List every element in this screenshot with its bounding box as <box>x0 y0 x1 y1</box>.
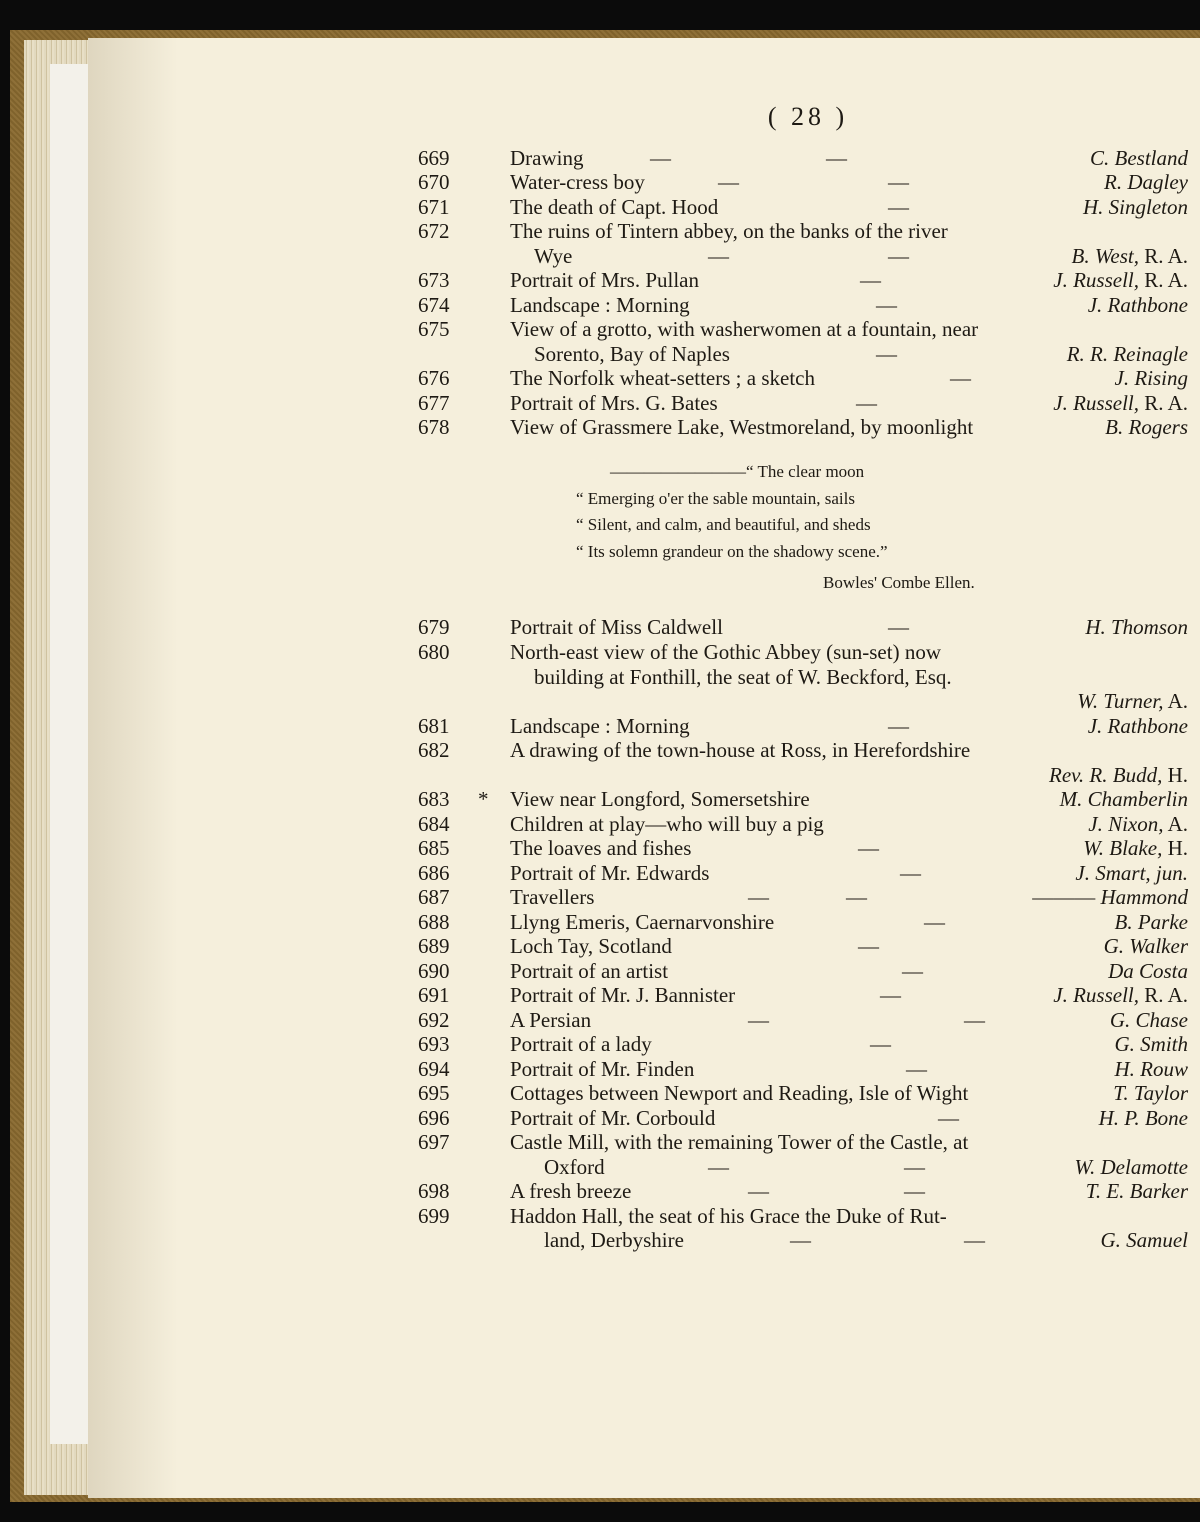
dash: — <box>876 293 897 317</box>
entry-699 <box>418 1204 1188 1229</box>
entry-number: 679 <box>418 615 450 639</box>
entry-696 <box>418 1106 1188 1131</box>
dash: — <box>888 195 909 219</box>
entry-title: The ruins of Tintern abbey, on the banks of the river <box>510 219 948 243</box>
dash: — <box>924 910 945 934</box>
dash: — <box>846 885 867 909</box>
asterisk: * <box>478 787 489 811</box>
entry-669 <box>418 146 1188 171</box>
dash: — <box>748 1008 769 1032</box>
entry-title: Portrait of a lady <box>510 1032 652 1056</box>
entry-title: The death of Capt. Hood <box>510 195 719 219</box>
entry-title: Drawing <box>510 146 584 170</box>
entry-artist: Da Costa <box>1108 959 1188 983</box>
entry-artist: R. R. Reinagle <box>1066 342 1188 366</box>
dash: — <box>826 146 847 170</box>
dash: — <box>876 342 897 366</box>
entry-675 <box>418 317 1188 342</box>
entry-title: Portrait of an artist <box>510 959 669 983</box>
flyleaf <box>50 64 92 1444</box>
entry-artist: W. Delamotte <box>1074 1155 1188 1179</box>
entry-671 <box>418 195 1188 220</box>
entry-672-continued <box>418 244 1188 269</box>
dash: — <box>888 714 909 738</box>
entry-title: Portrait of Mr. Edwards <box>510 861 710 885</box>
entry-678 <box>418 415 1188 440</box>
entry-title: Water-cress boy <box>510 170 645 194</box>
entry-672 <box>418 219 1188 244</box>
entry-number: 678 <box>418 415 450 439</box>
entry-artist: J. Nixon, A. <box>1088 812 1188 836</box>
entry-number: 681 <box>418 714 450 738</box>
entry-687 <box>418 885 1188 910</box>
entry-670 <box>418 170 1188 195</box>
entry-number: 696 <box>418 1106 450 1130</box>
entry-number: 669 <box>418 146 450 170</box>
dash: — <box>870 1032 891 1056</box>
entry-number: 693 <box>418 1032 450 1056</box>
long-dash: ——— <box>1032 885 1096 909</box>
entry-679 <box>418 615 1188 640</box>
entry-title: Loch Tay, Scotland <box>510 934 672 958</box>
entry-694 <box>418 1057 1188 1082</box>
dash: — <box>902 959 923 983</box>
entry-title: building at Fonthill, the seat of W. Beckford, Esq. <box>534 665 952 689</box>
entry-681 <box>418 714 1188 739</box>
entry-number: 691 <box>418 983 450 1007</box>
entry-number: 699 <box>418 1204 450 1228</box>
entry-691 <box>418 983 1188 1008</box>
entry-title: Landscape : Morning <box>510 714 690 738</box>
entry-artist: H. Rouw <box>1114 1057 1188 1081</box>
dash: — <box>888 244 909 268</box>
entry-685 <box>418 836 1188 861</box>
entry-682 <box>418 738 1188 763</box>
entry-number: 685 <box>418 836 450 860</box>
entry-artist: W. Blake, H. <box>1083 836 1188 860</box>
entry-number: 676 <box>418 366 450 390</box>
entry-688 <box>418 910 1188 935</box>
entry-artist: T. E. Barker <box>1085 1179 1188 1203</box>
entry-artist: T. Taylor <box>1113 1081 1188 1105</box>
entry-title: Oxford <box>544 1155 605 1179</box>
entry-686 <box>418 861 1188 886</box>
entry-title: View near Longford, Somersetshire <box>510 787 810 811</box>
entry-692 <box>418 1008 1188 1033</box>
dash: — <box>900 861 921 885</box>
entry-artist: J. Russell, R. A. <box>1053 391 1188 415</box>
quote-line: “ Its solemn grandeur on the shadowy scene.” <box>576 542 888 561</box>
entry-693 <box>418 1032 1188 1057</box>
entry-title: Portrait of Mrs. G. Bates <box>510 391 718 415</box>
entry-title: Children at play—who will buy a pig <box>510 812 824 836</box>
entry-artist: B. West, R. A. <box>1071 244 1188 268</box>
entry-title: Castle Mill, with the remaining Tower of the Castle, at <box>510 1130 969 1154</box>
entry-title: Portrait of Mr. Corbould <box>510 1106 716 1130</box>
entry-artist: J. Russell, R. A. <box>1053 983 1188 1007</box>
entry-title: A Persian <box>510 1008 592 1032</box>
entry-number: 672 <box>418 219 450 243</box>
entry-title: Portrait of Mr. Finden <box>510 1057 695 1081</box>
entry-artist: M. Chamberlin <box>1059 787 1188 811</box>
page-number: ( 28 ) <box>767 102 849 131</box>
entry-680-continued <box>418 665 1188 690</box>
entry-title: Portrait of Mrs. Pullan <box>510 268 699 292</box>
entry-artist: G. Walker <box>1103 934 1188 958</box>
entry-690 <box>418 959 1188 984</box>
dash: — <box>718 170 739 194</box>
entry-title: Sorento, Bay of Naples <box>534 342 730 366</box>
dash: — <box>708 1155 729 1179</box>
entry-number: 680 <box>418 640 450 664</box>
entry-675-continued <box>418 342 1188 367</box>
dash: — <box>748 885 769 909</box>
dash: — <box>904 1155 925 1179</box>
entry-title: Wye <box>534 244 573 268</box>
entry-title: Portrait of Mr. J. Bannister <box>510 983 736 1007</box>
entry-number: 675 <box>418 317 450 341</box>
entry-artist: B. Rogers <box>1105 415 1188 439</box>
entry-title: The loaves and fishes <box>510 836 692 860</box>
entry-title: Landscape : Morning <box>510 293 690 317</box>
entry-699-continued <box>418 1228 1188 1253</box>
quote-line: ————————“ The clear moon <box>610 462 865 481</box>
dash: — <box>858 836 879 860</box>
dash: — <box>904 1179 925 1203</box>
entry-artist: W. Turner, A. <box>1077 689 1188 713</box>
entry-number: 682 <box>418 738 450 762</box>
dash: — <box>964 1008 985 1032</box>
entry-title: Cottages between Newport and Reading, Isle of Wight <box>510 1081 969 1105</box>
entry-673 <box>418 268 1188 293</box>
entry-number: 683 <box>418 787 450 811</box>
entry-number: 694 <box>418 1057 450 1081</box>
entry-artist: J. Rathbone <box>1087 714 1188 738</box>
dash: — <box>858 934 879 958</box>
entry-number: 671 <box>418 195 450 219</box>
entry-697 <box>418 1130 1188 1155</box>
quote-rule: ———————— <box>610 462 746 481</box>
entry-artist: H. Thomson <box>1085 615 1188 639</box>
dash: — <box>888 615 909 639</box>
entry-number: 684 <box>418 812 450 836</box>
entry-number: 695 <box>418 1081 450 1105</box>
dash: — <box>950 366 971 390</box>
entry-artist: C. Bestland <box>1090 146 1188 170</box>
entry-689 <box>418 934 1188 959</box>
catalogue-page <box>88 38 1200 1498</box>
entry-title: North-east view of the Gothic Abbey (sun-set) now <box>510 640 941 664</box>
dash: — <box>880 983 901 1007</box>
entry-676 <box>418 366 1188 391</box>
entry-artist: J. Smart, jun. <box>1075 861 1188 885</box>
entry-artist: J. Russell, R. A. <box>1053 268 1188 292</box>
dash: — <box>938 1106 959 1130</box>
entry-title: A drawing of the town-house at Ross, in Herefordshire <box>510 738 971 762</box>
entry-number: 698 <box>418 1179 450 1203</box>
entry-number: 687 <box>418 885 450 909</box>
entry-number: 697 <box>418 1130 450 1154</box>
entry-title: land, Derbyshire <box>544 1228 684 1252</box>
entry-title: Haddon Hall, the seat of his Grace the Duke of Rut- <box>510 1204 947 1228</box>
entry-number: 670 <box>418 170 450 194</box>
entry-number: 674 <box>418 293 450 317</box>
dash: — <box>860 268 881 292</box>
quote-line: “ Silent, and calm, and beautiful, and sheds <box>576 515 871 534</box>
entry-number: 673 <box>418 268 450 292</box>
quote-line: “ Emerging o'er the sable mountain, sails <box>576 489 855 508</box>
entry-artist: ——— Hammond <box>1032 885 1188 909</box>
entry-artist: B. Parke <box>1114 910 1188 934</box>
entry-artist: G. Samuel <box>1100 1228 1188 1252</box>
entry-artist: H. P. Bone <box>1098 1106 1188 1130</box>
entry-title: View of Grassmere Lake, Westmoreland, by moonlight <box>510 415 974 439</box>
entry-680 <box>418 640 1188 665</box>
entry-680-artist <box>418 689 1188 714</box>
entry-number: 690 <box>418 959 450 983</box>
dash: — <box>748 1179 769 1203</box>
entry-683 <box>418 787 1188 812</box>
quote-attribution: Bowles' Combe Ellen. <box>823 573 975 592</box>
entry-697-continued <box>418 1155 1188 1180</box>
dash: — <box>906 1057 927 1081</box>
entry-number: 689 <box>418 934 450 958</box>
dash: — <box>964 1228 985 1252</box>
entry-artist: G. Chase <box>1109 1008 1188 1032</box>
entry-artist: H. Singleton <box>1083 195 1188 219</box>
entry-artist: J. Rathbone <box>1087 293 1188 317</box>
entry-number: 688 <box>418 910 450 934</box>
entry-number: 692 <box>418 1008 450 1032</box>
entry-title: View of a grotto, with washerwomen at a fountain, near <box>510 317 979 341</box>
entry-number: 686 <box>418 861 450 885</box>
dash: — <box>790 1228 811 1252</box>
entry-695 <box>418 1081 1188 1106</box>
entry-title: A fresh breeze <box>510 1179 632 1203</box>
entry-674 <box>418 293 1188 318</box>
entry-title: The Norfolk wheat-setters ; a sketch <box>510 366 815 390</box>
entry-677 <box>418 391 1188 416</box>
entry-title: Llyng Emeris, Caernarvonshire <box>510 910 775 934</box>
dash: — <box>708 244 729 268</box>
entry-artist: G. Smith <box>1114 1032 1188 1056</box>
dash: — <box>856 391 877 415</box>
dash: — <box>650 146 671 170</box>
entry-698 <box>418 1179 1188 1204</box>
entry-artist: Rev. R. Budd, H. <box>1049 763 1188 787</box>
entry-title: Portrait of Miss Caldwell <box>510 615 723 639</box>
entry-number: 677 <box>418 391 450 415</box>
entry-artist: J. Rising <box>1114 366 1188 390</box>
dash: — <box>888 170 909 194</box>
entry-682-artist <box>418 763 1188 788</box>
entry-artist: R. Dagley <box>1104 170 1188 194</box>
entry-684 <box>418 812 1188 837</box>
entry-title: Travellers <box>510 885 595 909</box>
